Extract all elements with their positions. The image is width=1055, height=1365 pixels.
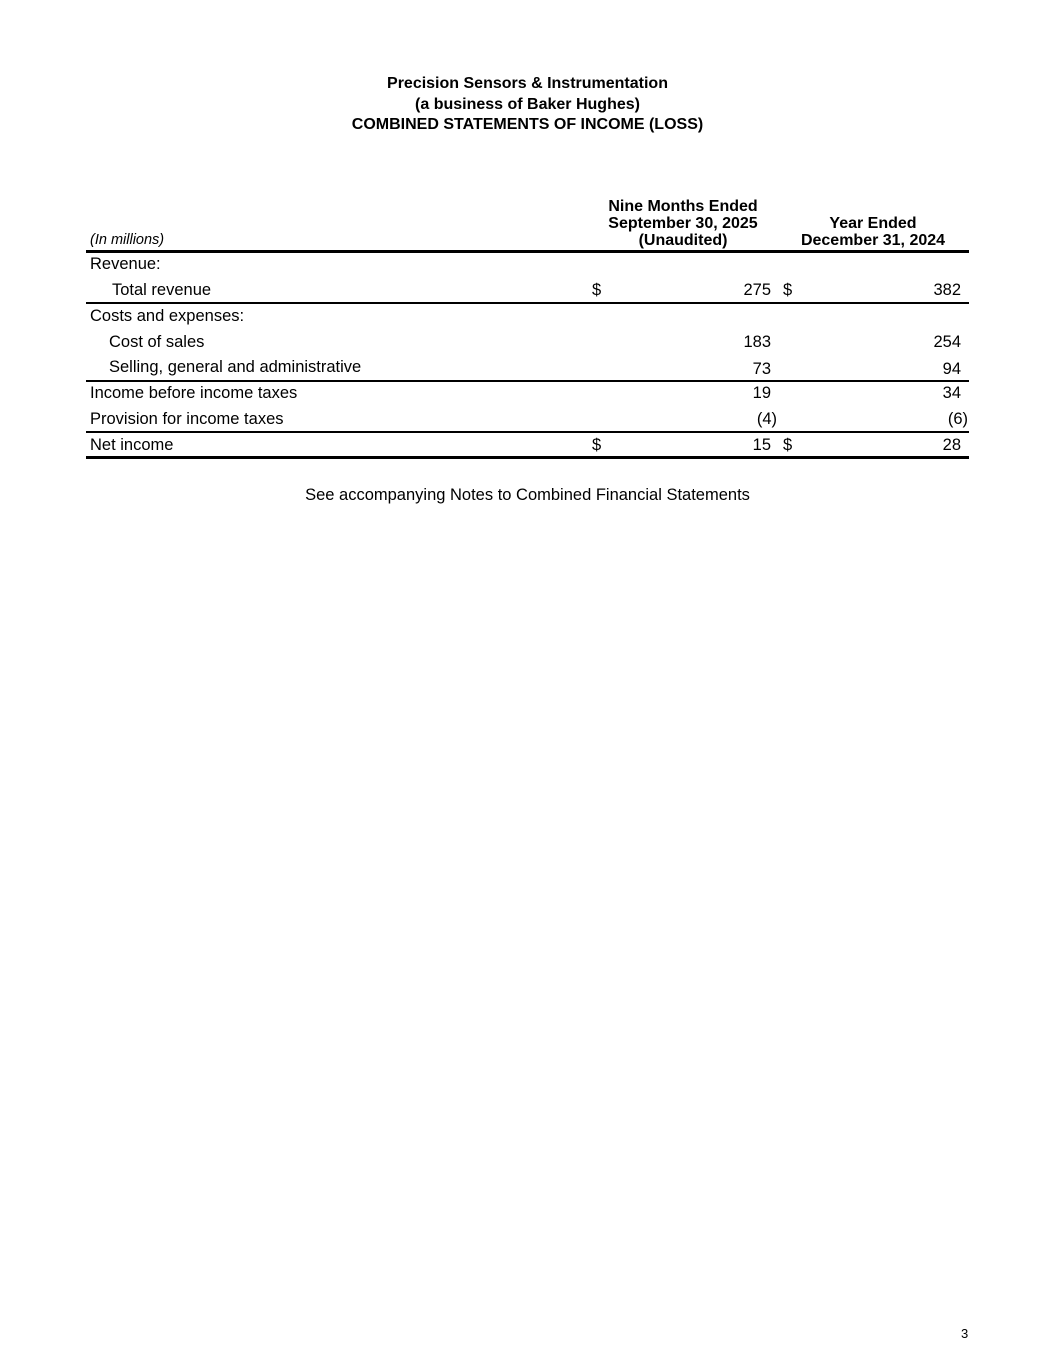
value-income-before-taxes-2024: 34	[942, 384, 961, 402]
row-label-income-before-taxes: Income before income taxes	[90, 384, 298, 402]
value-sga-2025: 73	[752, 360, 771, 378]
row-label-provision: Provision for income taxes	[90, 410, 284, 428]
header-line: September 30, 2025	[608, 215, 758, 232]
row-rule	[86, 431, 969, 433]
value-total-revenue-2024: 382	[933, 281, 961, 299]
value-provision-2025: (4)	[756, 410, 777, 428]
header-line: Year Ended	[829, 215, 917, 232]
header-line: Nine Months Ended	[608, 198, 758, 215]
value-total-revenue-2025: 275	[743, 281, 771, 299]
value-net-income-2025: 15	[752, 436, 771, 454]
row-rule	[86, 380, 969, 382]
column-header-year-ended	[773, 215, 973, 249]
value-cost-of-sales-2025: 183	[743, 333, 771, 351]
currency-symbol: $	[783, 281, 793, 299]
statement-title: COMBINED STATEMENTS OF INCOME (LOSS)	[351, 116, 704, 133]
currency-symbol: $	[783, 436, 793, 454]
footnote: See accompanying Notes to Combined Financial Statements	[305, 486, 750, 504]
units-label: (In millions)	[90, 232, 165, 248]
row-label-sga: Selling, general and administrative	[109, 358, 362, 376]
company-subtitle: (a business of Baker Hughes)	[415, 95, 640, 113]
row-label-net-income: Net income	[90, 436, 174, 454]
header-rule	[86, 250, 969, 253]
currency-symbol: $	[592, 281, 602, 299]
header-line: (Unaudited)	[638, 232, 728, 249]
page-number: 3	[961, 1326, 969, 1341]
row-label-total-revenue: Total revenue	[112, 281, 212, 299]
row-rule	[86, 302, 969, 304]
value-provision-2024: (6)	[947, 410, 968, 428]
value-net-income-2024: 28	[942, 436, 961, 454]
column-header-nine-months	[583, 198, 783, 249]
document-title	[0, 74, 1055, 136]
currency-symbol: $	[592, 436, 602, 454]
row-label-costs: Costs and expenses:	[90, 307, 245, 325]
row-label-cost-of-sales: Cost of sales	[109, 333, 205, 351]
value-sga-2024: 94	[942, 360, 961, 378]
company-name: Precision Sensors & Instrumentation	[387, 75, 668, 92]
total-rule	[86, 456, 969, 459]
header-line: December 31, 2024	[800, 232, 946, 249]
row-label-revenue: Revenue:	[90, 255, 161, 273]
value-income-before-taxes-2025: 19	[752, 384, 771, 402]
value-cost-of-sales-2024: 254	[933, 333, 961, 351]
